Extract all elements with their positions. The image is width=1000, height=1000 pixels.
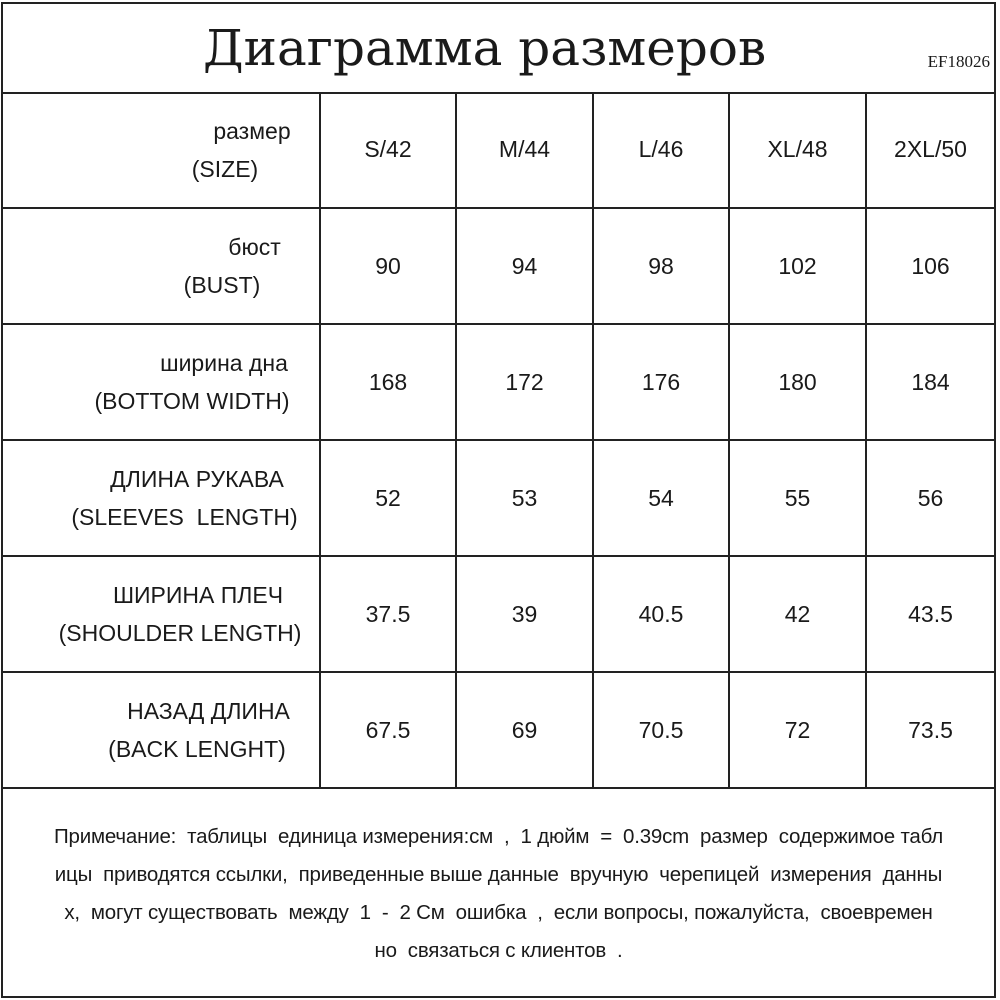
- note-line: х, могут существовать между 1 - 2 См ошибка , если вопросы, пожалуйста, своевремен: [64, 901, 933, 924]
- value-cell: 54: [593, 440, 729, 556]
- row-label-ru: ДЛИНА РУКАВА: [110, 466, 284, 492]
- row-label-ru: ширина дна: [160, 350, 288, 376]
- value-cell: 56: [866, 440, 994, 556]
- size-header-cell: 2XL/50: [866, 92, 994, 208]
- row-label-en: (SHOULDER LENGTH): [58, 620, 302, 646]
- row-label-ru: размер: [213, 117, 291, 144]
- row-label-ru: бюст: [228, 234, 281, 260]
- product-code: EF18026: [927, 52, 990, 71]
- value-cell: 43.5: [866, 556, 994, 672]
- size-chart: [1, 2, 996, 998]
- note-line: Примечание: таблицы единица измерения:см , 1 дюйм = 0.39cm размер содержимое табл: [53, 825, 943, 848]
- value-cell: 102: [729, 208, 866, 324]
- note-line: но связаться с клиентов .: [374, 939, 623, 962]
- value-cell: 67.5: [320, 672, 456, 788]
- size-table: [3, 92, 994, 789]
- value-cell: 40.5: [593, 556, 729, 672]
- value-cell: 37.5: [320, 556, 456, 672]
- value-cell: 72: [729, 672, 866, 788]
- row-label-cell: [3, 440, 320, 556]
- row-label-en: (SLEEVES LENGTH): [71, 504, 298, 530]
- size-header-cell: L/46: [593, 92, 729, 208]
- value-cell: 53: [456, 440, 593, 556]
- row-label-en: (BOTTOM WIDTH): [94, 388, 290, 414]
- value-cell: 42: [729, 556, 866, 672]
- row-label-cell: [3, 672, 320, 788]
- row-label-cell: [3, 208, 320, 324]
- table-row: [3, 556, 994, 672]
- value-cell: 94: [456, 208, 593, 324]
- table-row: [3, 324, 994, 440]
- value-cell: 39: [456, 556, 593, 672]
- value-cell: 168: [320, 324, 456, 440]
- table-header-row: [3, 92, 994, 208]
- size-header-cell: XL/48: [729, 92, 866, 208]
- row-label-en: (BUST): [183, 272, 261, 298]
- value-cell: 172: [456, 324, 593, 440]
- row-label-ru: НАЗАД ДЛИНА: [127, 698, 290, 724]
- value-cell: 176: [593, 324, 729, 440]
- title-row: [3, 4, 994, 94]
- size-header-cell: M/44: [456, 92, 593, 208]
- value-cell: 52: [320, 440, 456, 556]
- value-cell: 98: [593, 208, 729, 324]
- row-label-ru: ШИРИНА ПЛЕЧ: [112, 582, 284, 608]
- size-header-cell: S/42: [320, 92, 456, 208]
- table-row: [3, 440, 994, 556]
- value-cell: 69: [456, 672, 593, 788]
- chart-title: Диаграмма размеров: [203, 19, 767, 77]
- value-cell: 180: [729, 324, 866, 440]
- row-label-en: (BACK LENGHT): [108, 736, 286, 762]
- row-label-en: (SIZE): [191, 155, 259, 182]
- row-label-cell: [3, 556, 320, 672]
- value-cell: 55: [729, 440, 866, 556]
- value-cell: 73.5: [866, 672, 994, 788]
- table-row: [3, 672, 994, 788]
- value-cell: 70.5: [593, 672, 729, 788]
- row-label-cell: [3, 92, 320, 208]
- value-cell: 106: [866, 208, 994, 324]
- value-cell: 90: [320, 208, 456, 324]
- note-text: [3, 818, 994, 970]
- note-line: ицы приводятся ссылки, приведенные выше данные вручную черепицей измерения данны: [54, 863, 943, 886]
- table-row: [3, 208, 994, 324]
- row-label-cell: [3, 324, 320, 440]
- value-cell: 184: [866, 324, 994, 440]
